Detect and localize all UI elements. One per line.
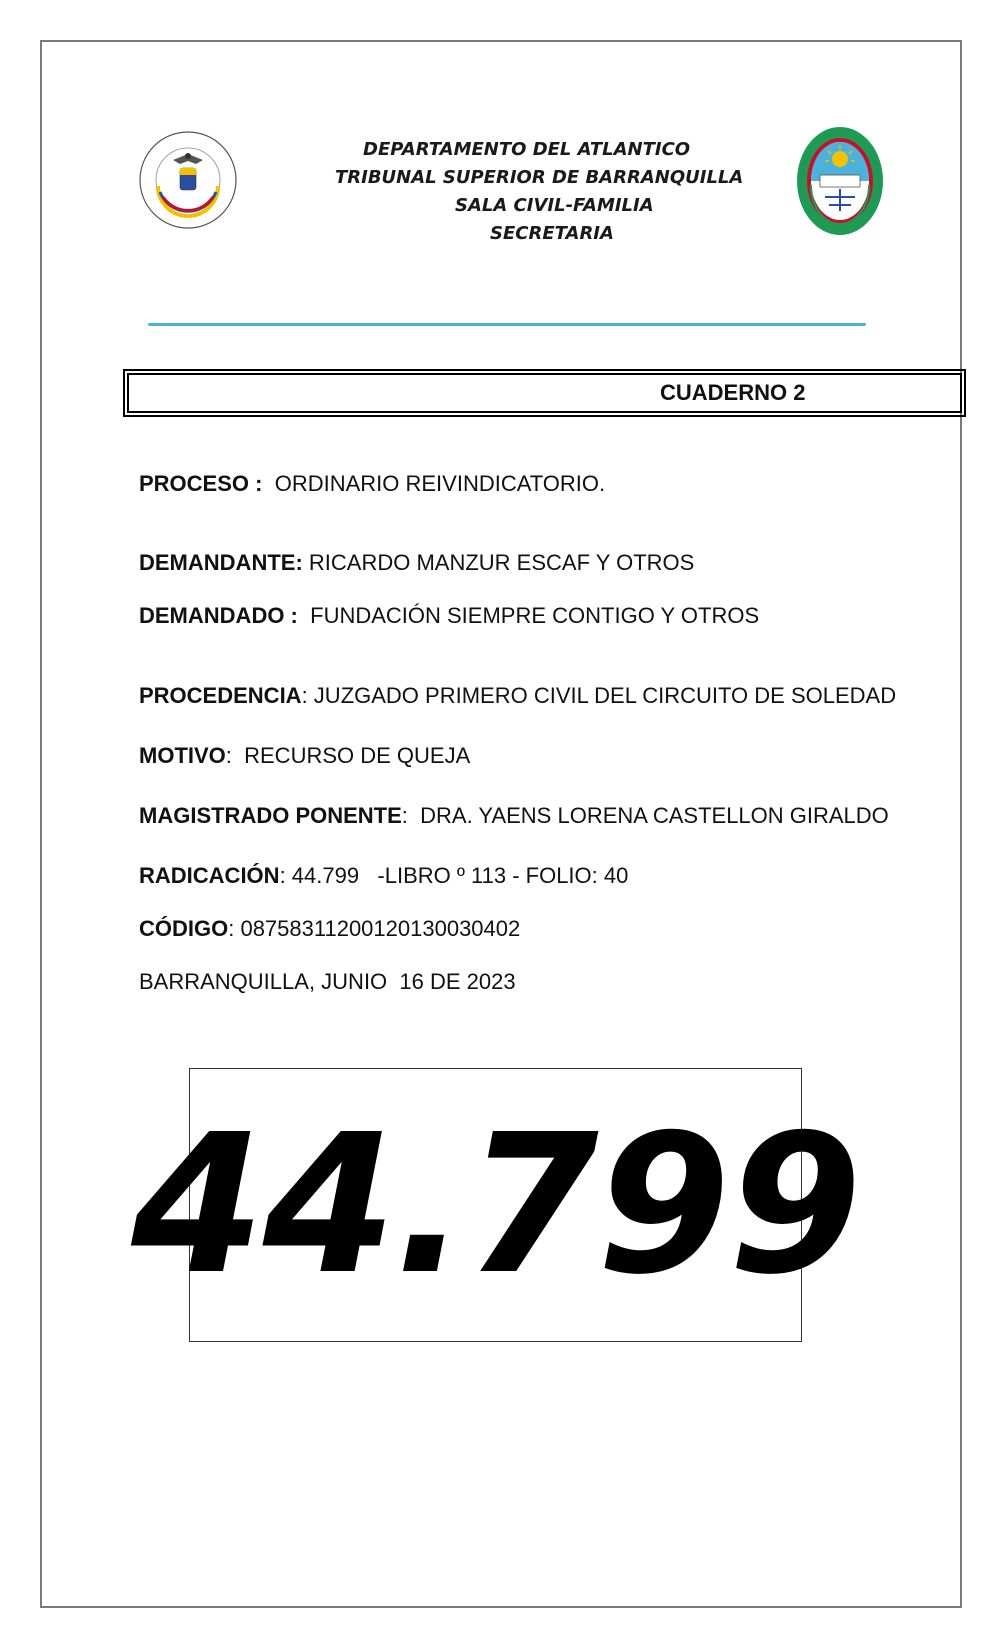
proceso-label: PROCESO :: [139, 471, 263, 496]
codigo-value: : 08758311200120130030402: [228, 916, 521, 941]
cuaderno-label: CUADERNO 2: [660, 380, 806, 405]
demandante-value: RICARDO MANZUR ESCAF Y OTROS: [308, 550, 695, 575]
header-sala: SALA CIVIL-FAMILIA: [455, 195, 654, 216]
magistrado-value: : DRA. YAENS LORENA CASTELLON GIRALDO: [401, 803, 889, 828]
field-demandante: [139, 550, 694, 576]
field-demandado: [139, 603, 759, 629]
header-secretaria: SECRETARIA: [490, 223, 614, 244]
cuaderno-box: [123, 369, 966, 417]
field-motivo: [139, 743, 470, 769]
field-procedencia: [139, 683, 896, 709]
demandado-value: FUNDACIÓN SIEMPRE CONTIGO Y OTROS: [310, 603, 760, 628]
field-magistrado: [139, 803, 889, 829]
demandante-label: DEMANDANTE:: [139, 550, 303, 575]
tribunal-superior-seal-icon: [795, 125, 885, 237]
field-codigo: [139, 916, 520, 942]
field-proceso: [139, 471, 605, 497]
motivo-value: : RECURSO DE QUEJA: [225, 743, 471, 768]
header-divider: [148, 323, 866, 326]
proceso-value: ORDINARIO REIVINDICATORIO.: [274, 471, 606, 496]
demandado-label: DEMANDADO :: [139, 603, 298, 628]
procedencia-value: : JUZGADO PRIMERO CIVIL DEL CIRCUITO DE SOLEDAD: [301, 683, 897, 708]
radicacion-value: : 44.799 -LIBRO º 113 - FOLIO: 40: [279, 863, 629, 888]
motivo-label: MOTIVO: [139, 743, 226, 768]
radicacion-label: RADICACIÓN: [139, 863, 280, 888]
header-tribunal: TRIBUNAL SUPERIOR DE BARRANQUILLA: [335, 167, 744, 188]
rama-judicial-seal-icon: [138, 130, 238, 230]
radicado-number: 44.799: [131, 1093, 860, 1317]
codigo-label: CÓDIGO: [139, 916, 229, 941]
header-department: DEPARTAMENTO DEL ATLANTICO: [363, 139, 691, 160]
field-fecha: BARRANQUILLA, JUNIO 16 DE 2023: [139, 969, 516, 994]
magistrado-label: MAGISTRADO PONENTE: [139, 803, 402, 828]
document-header: [300, 136, 744, 248]
procedencia-label: PROCEDENCIA: [139, 683, 302, 708]
field-radicacion: [139, 863, 628, 889]
